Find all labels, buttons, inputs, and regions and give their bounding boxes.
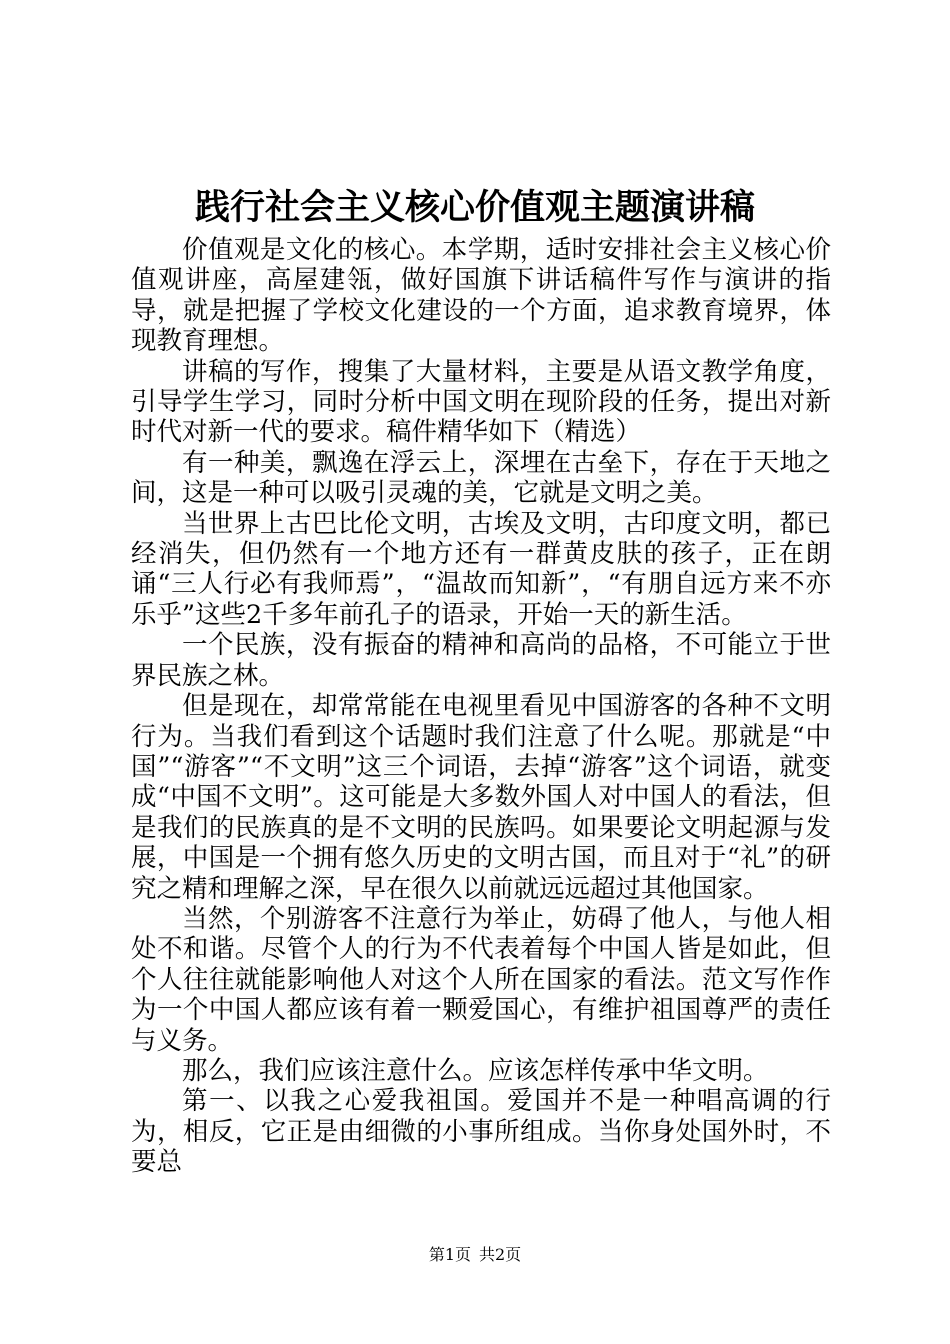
document-body	[131, 235, 831, 1178]
paragraph: 当世界上古巴比伦文明，古埃及文明，古印度文明，都已经消失，但仍然有一个地方还有一群黄皮肤的孩子，正在朗诵“三人行必有我师焉”，“温故而知新”，“有朋自远方来不亦乐乎”这些2千多年前孔子的语录，开始一天的新生活。	[131, 508, 831, 630]
paragraph: 当然，个别游客不注意行为举止，妨碍了他人，与他人相处不和谐。尽管个人的行为不代表着每个中国人皆是如此，但个人往往就能影响他人对这个人所在国家的看法。范文写作作为一个中国人都应该有着一颗爱国心，有维护祖国尊严的责任与义务。	[131, 903, 831, 1056]
paragraph: 但是现在，却常常能在电视里看见中国游客的各种不文明行为。当我们看到这个话题时我们注意了什么呢。那就是“中国”“游客”“不文明”这三个词语，去掉“游客”这个词语，就变成“中国不文明”。这可能是大多数外国人对中国人的看法，但是我们的民族真的是不文明的民族吗。如果要论文明起源与发展，中国是一个拥有悠久历史的文明古国，而且对于“礼”的研究之精和理解之深，早在很久以前就远远超过其他国家。	[131, 691, 831, 904]
paragraph: 价值观是文化的核心。本学期，适时安排社会主义核心价值观讲座，高屋建瓴，做好国旗下讲话稿件写作与演讲的指导，就是把握了学校文化建设的一个方面，追求教育境界，体现教育理想。	[131, 235, 831, 357]
paragraph: 有一种美，飘逸在浮云上，深埋在古垒下，存在于天地之间，这是一种可以吸引灵魂的美，它就是文明之美。	[131, 447, 831, 509]
page-number: 第1页	[428, 1245, 471, 1264]
paragraph: 那么，我们应该注意什么。应该怎样传承中华文明。	[182, 1055, 769, 1086]
paragraph: 第一、以我之心爱我祖国。爱国并不是一种唱高调的行为，相反，它正是由细微的小事所组成。当你身处国外时，不要总	[131, 1086, 831, 1178]
page-footer	[0, 1243, 950, 1267]
document-title: 践行社会主义核心价值观主题演讲稿	[194, 187, 755, 228]
page-total: 共2页	[479, 1245, 522, 1264]
paragraph: 一个民族，没有振奋的精神和高尚的品格，不可能立于世界民族之林。	[131, 630, 831, 691]
paragraph: 讲稿的写作，搜集了大量材料，主要是从语文教学角度，引导学生学习，同时分析中国文明在现阶段的任务，提出对新时代对新一代的要求。稿件精华如下（精选）	[131, 356, 831, 448]
